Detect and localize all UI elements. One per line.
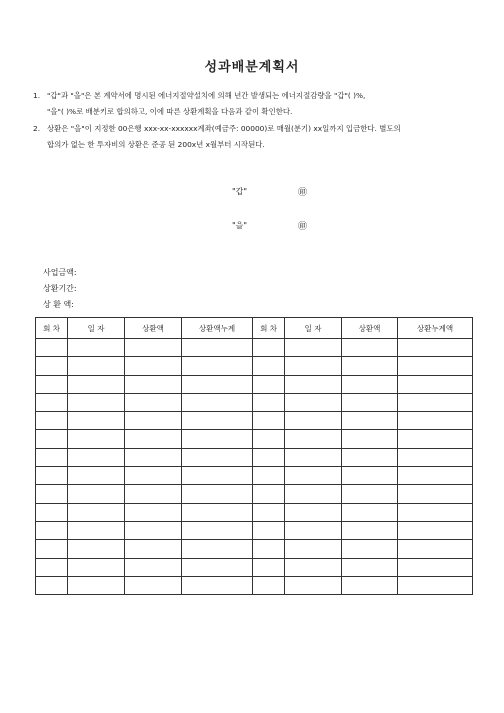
party-eul: "을" [232, 221, 248, 230]
table-cell [398, 521, 473, 539]
table-cell [182, 503, 253, 521]
table-cell [125, 448, 182, 466]
table-row [36, 430, 473, 448]
table-cell [182, 540, 253, 558]
table-cell [398, 540, 473, 558]
table-cell [253, 357, 285, 375]
table-cell [125, 485, 182, 503]
project-amount-label: 사업금액: [43, 268, 77, 277]
table-cell [36, 393, 68, 411]
table-cell [182, 393, 253, 411]
table-cell [125, 357, 182, 375]
table-cell [68, 485, 125, 503]
table-cell [398, 448, 473, 466]
table-cell [36, 448, 68, 466]
table-cell [285, 521, 342, 539]
table-cell [36, 576, 68, 594]
repayment-schedule-table [35, 317, 473, 595]
table-cell [182, 375, 253, 393]
table-cell [285, 540, 342, 558]
table-cell [68, 576, 125, 594]
table-cell [182, 576, 253, 594]
table-cell [253, 430, 285, 448]
table-cell [36, 467, 68, 485]
table-cell [398, 430, 473, 448]
header-date: 일 자 [68, 318, 125, 339]
party-gap: "갑" [232, 187, 248, 196]
table-row [36, 375, 473, 393]
table-cell [285, 576, 342, 594]
table-cell [36, 540, 68, 558]
table-cell [398, 503, 473, 521]
table-row [36, 503, 473, 521]
table-cell [68, 448, 125, 466]
table-cell [36, 357, 68, 375]
table-cell [253, 521, 285, 539]
table-cell [182, 448, 253, 466]
table-cell [68, 558, 125, 576]
table-cell [398, 576, 473, 594]
table-row [36, 393, 473, 411]
seal-gap-icon: ㊞ [298, 188, 308, 198]
clause-2-number: 2. [33, 124, 41, 133]
table-cell [125, 467, 182, 485]
table-cell [342, 448, 398, 466]
table-cell [342, 339, 398, 357]
table-cell [182, 357, 253, 375]
table-row [36, 467, 473, 485]
table-cell [68, 375, 125, 393]
clause-2-line-1: 상환은 "을"이 지정한 00은행 xxx-xx-xxxxxx계좌(예금주: 00000)로 매월(분기) xx일까지 입금한다. 별도의 [47, 124, 401, 133]
table-cell [398, 339, 473, 357]
table-row [36, 448, 473, 466]
table-cell [342, 503, 398, 521]
table-row [36, 558, 473, 576]
header-cumulative: 상환액누계 [182, 318, 253, 339]
table-cell [253, 375, 285, 393]
table-cell [182, 430, 253, 448]
table-cell [68, 357, 125, 375]
header-round: 회 차 [36, 318, 68, 339]
table-cell [285, 375, 342, 393]
table-cell [342, 357, 398, 375]
table-cell [285, 467, 342, 485]
table-cell [342, 393, 398, 411]
table-cell [182, 412, 253, 430]
header-round-2: 회 차 [253, 318, 285, 339]
table-cell [253, 485, 285, 503]
table-cell [398, 467, 473, 485]
table-cell [125, 540, 182, 558]
table-cell [285, 430, 342, 448]
table-cell [253, 576, 285, 594]
table-cell [253, 448, 285, 466]
table-cell [182, 558, 253, 576]
table-cell [253, 412, 285, 430]
header-cumulative-2: 상환누계액 [398, 318, 473, 339]
table-cell [125, 503, 182, 521]
table-cell [125, 412, 182, 430]
table-cell [253, 339, 285, 357]
table-cell [398, 485, 473, 503]
seal-eul-icon: ㊞ [298, 222, 308, 232]
table-cell [285, 412, 342, 430]
table-cell [182, 485, 253, 503]
table-cell [342, 412, 398, 430]
table-cell [68, 521, 125, 539]
table-cell [36, 558, 68, 576]
table-cell [68, 430, 125, 448]
table-row [36, 521, 473, 539]
table-cell [125, 393, 182, 411]
table-cell [285, 485, 342, 503]
clause-1-line-2: "을"( )%로 배분키로 합의하고, 이에 따른 상환계획을 다음과 같이 확인한다. [47, 107, 293, 116]
table-cell [125, 558, 182, 576]
table-cell [125, 521, 182, 539]
table-cell [68, 540, 125, 558]
clause-1-number: 1. [33, 91, 41, 100]
table-cell [182, 339, 253, 357]
table-row [36, 540, 473, 558]
table-cell [253, 467, 285, 485]
table-cell [342, 467, 398, 485]
table-cell [68, 339, 125, 357]
table-cell [285, 448, 342, 466]
clause-2-line-2: 합의가 없는 한 투자비의 상환은 준공 된 200x년 x월부터 시작된다. [47, 140, 265, 149]
table-cell [36, 375, 68, 393]
table-cell [342, 485, 398, 503]
header-repayment: 상환액 [125, 318, 182, 339]
table-row [36, 412, 473, 430]
table-cell [68, 503, 125, 521]
table-cell [253, 393, 285, 411]
table-cell [398, 412, 473, 430]
table-cell [285, 503, 342, 521]
table-row [36, 339, 473, 357]
table-row [36, 357, 473, 375]
table-cell [36, 485, 68, 503]
table-cell [285, 558, 342, 576]
table-header-row [36, 318, 473, 339]
table-cell [342, 540, 398, 558]
table-cell [342, 576, 398, 594]
table-cell [68, 412, 125, 430]
table-cell [342, 375, 398, 393]
table-cell [253, 503, 285, 521]
table-cell [398, 357, 473, 375]
document-title: 성과배분계획서 [204, 60, 300, 75]
clause-1 [33, 88, 473, 120]
header-repayment-2: 상환액 [342, 318, 398, 339]
table-cell [182, 467, 253, 485]
table-cell [68, 393, 125, 411]
repayment-period-label: 상환기간: [43, 284, 77, 293]
table-cell [398, 375, 473, 393]
table-cell [342, 558, 398, 576]
clause-2 [33, 121, 473, 153]
table-cell [68, 467, 125, 485]
table-cell [125, 375, 182, 393]
repayment-amount-label: 상 환 액: [43, 300, 74, 309]
table-cell [125, 430, 182, 448]
table-row [36, 576, 473, 594]
table-cell [253, 558, 285, 576]
table-cell [125, 339, 182, 357]
table-cell [398, 393, 473, 411]
header-date-2: 일 자 [285, 318, 342, 339]
table-cell [36, 503, 68, 521]
table-cell [36, 430, 68, 448]
table-cell [36, 412, 68, 430]
table-cell [285, 357, 342, 375]
clause-1-line-1: "갑"과 "을"은 본 계약서에 명시된 에너지절약설치에 의해 년간 발생되는 에너지절감량을 "갑"( )%, [47, 91, 366, 100]
table-cell [182, 521, 253, 539]
table-cell [36, 339, 68, 357]
table-row [36, 485, 473, 503]
table-cell [125, 576, 182, 594]
table-cell [253, 540, 285, 558]
table-cell [342, 521, 398, 539]
table-cell [398, 558, 473, 576]
table-cell [285, 339, 342, 357]
table-body [36, 339, 473, 595]
table-cell [36, 521, 68, 539]
table-cell [285, 393, 342, 411]
table-cell [342, 430, 398, 448]
